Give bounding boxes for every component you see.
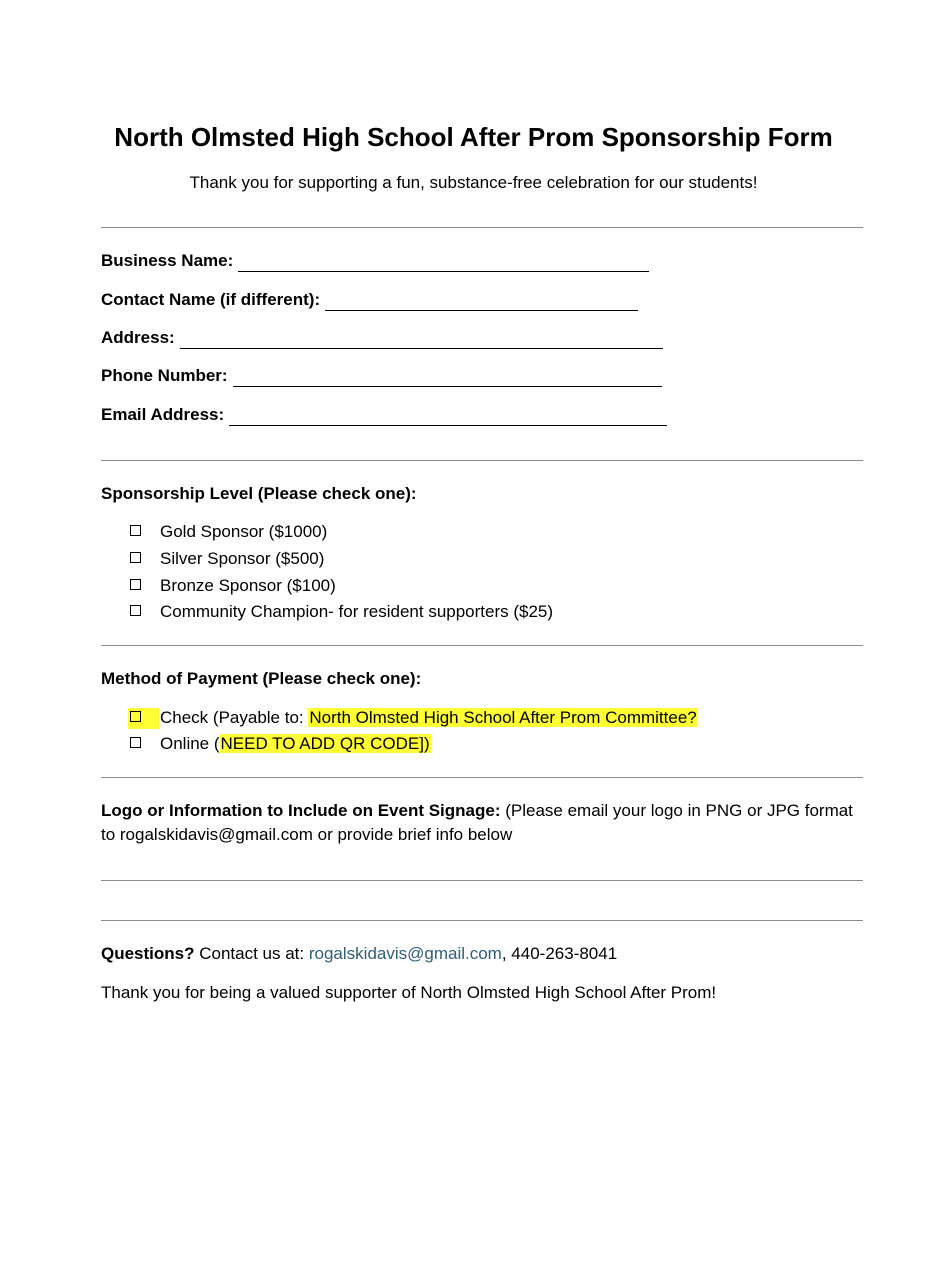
email-address-field[interactable] — [101, 402, 667, 426]
address-line[interactable] — [180, 330, 663, 349]
email-address-line[interactable] — [229, 407, 667, 426]
address-field[interactable] — [101, 325, 663, 349]
logo-info-line[interactable] — [101, 880, 863, 881]
phone-number-line[interactable] — [233, 368, 662, 387]
checkbox-icon[interactable] — [130, 737, 141, 748]
divider — [101, 460, 863, 461]
check-payee-highlight: North Olmsted High School After Prom Committee? — [309, 708, 697, 727]
closing-text: Thank you for being a valued supporter of North Olmsted High School After Prom! — [101, 983, 717, 1002]
divider — [101, 645, 863, 646]
business-name-field[interactable] — [101, 248, 649, 272]
option-label: Silver Sponsor ($500) — [160, 549, 325, 568]
online-prefix: Online ( — [160, 734, 220, 753]
contact-email-link[interactable]: rogalskidavis@gmail.com — [308, 944, 502, 963]
check-prefix: Check (Payable to: — [160, 708, 309, 727]
business-name-label: Business Name: — [101, 251, 234, 270]
checkbox-icon[interactable] — [130, 579, 141, 590]
logo-info-paragraph — [101, 799, 863, 847]
logo-info-text: (Please email your logo in PNG or JPG format to rogalskidavis@gmail.com or provide brief info below — [101, 801, 853, 844]
contact-name-field[interactable] — [101, 287, 638, 311]
contact-prefix: Contact us at: — [194, 944, 309, 963]
option-label: Gold Sponsor ($1000) — [160, 522, 328, 541]
option-label — [160, 733, 431, 755]
checkbox-icon[interactable] — [130, 552, 141, 563]
logo-info-line[interactable] — [101, 920, 863, 921]
option-label: Bronze Sponsor ($100) — [160, 576, 336, 595]
option-label: Community Champion- for resident supporters ($25) — [160, 602, 554, 621]
checkbox-icon[interactable] — [130, 605, 141, 616]
checkbox-icon[interactable] — [130, 711, 141, 722]
option-label — [160, 707, 698, 729]
address-label: Address: — [101, 328, 175, 347]
questions-label: Questions? — [101, 944, 195, 963]
business-name-line[interactable] — [238, 253, 649, 272]
email-address-label: Email Address: — [101, 405, 225, 424]
page-subtitle: Thank you for supporting a fun, substance-free celebration for our students! — [189, 173, 758, 192]
contact-name-label: Contact Name (if different): — [101, 290, 321, 309]
phone-number-field[interactable] — [101, 363, 662, 387]
online-note-highlight: NEED TO ADD QR CODE]) — [220, 734, 430, 753]
payment-method-label: Method of Payment (Please check one): — [101, 669, 422, 688]
page-title: North Olmsted High School After Prom Sponsorship Form — [114, 122, 833, 152]
phone-number-label: Phone Number: — [101, 366, 228, 385]
logo-info-label: Logo or Information to Include on Event Signage: — [101, 801, 501, 820]
contact-phone: , 440-263-8041 — [501, 944, 618, 963]
divider — [101, 777, 863, 778]
divider — [101, 227, 863, 228]
checkbox-icon[interactable] — [130, 525, 141, 536]
contact-name-line[interactable] — [325, 292, 638, 311]
sponsorship-level-label: Sponsorship Level (Please check one): — [101, 484, 417, 503]
contact-paragraph — [101, 942, 863, 966]
